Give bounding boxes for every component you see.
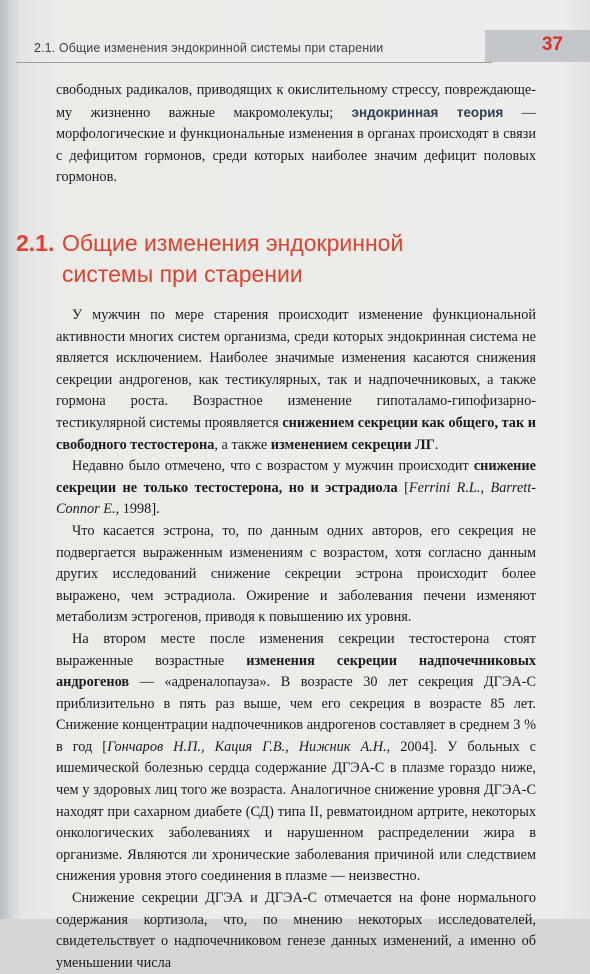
paragraph-5: Снижение секреции ДГЭА и ДГЭА-С отмечается на фоне нормального содержания кортизола, что, по мнению некоторых исследователей, свидетельствует о надпочечниковом генезе данных изменений, а именно об уменьшении числа	[56, 890, 536, 971]
text-run: — «адреналопауза». В возрасте 30 лет секреция ДГЭА-С приблизительно в пять раз выше, чем его секреция в возрасте 85 лет. Снижение концентрации надпочечников андрогенов составляет в среднем 3 % в год [	[56, 674, 536, 755]
page-number: 37	[541, 34, 563, 55]
bold-phrase: снижение секреции не только тестостерона, но и эстрадиола	[56, 458, 536, 496]
text-run: У мужчин по мере старения происходит изменение функциональной активности многих систем организма, среди которых эндокринная система не является исключением. Наиболее значимые изменения касаются снижения секреции андрогенов, как тестикулярных, так и надпочечниковых, а также гормона роста. Возрастное изменение гипоталамо-гипофизарно-тестикулярной системы проявляется	[56, 307, 536, 431]
text-run: — морфологические и функциональные изменения в органах происходят в связи с дефицитом гормонов, среди которых наиболее значим дефицит половых гормонов.	[56, 104, 537, 186]
paragraph-1	[56, 305, 536, 456]
bold-phrase: снижением секреции как общего, так и свободного тестостерона	[56, 414, 537, 453]
citation-authors: Ferrini R.L., Barrett-Connor E.	[56, 479, 537, 518]
text-run: , а также	[214, 436, 268, 453]
text-run: На втором месте после изменения секреции тестостерона стоят выраженные возрастные	[56, 630, 536, 669]
header-rule	[16, 38, 492, 63]
text-run: Недавно было отмечено, что с возрастом у мужчин происходит	[72, 458, 469, 475]
section-number: 2.1.	[16, 230, 55, 256]
running-title: 2.1. Общие изменения эндокринной системы при старении	[34, 41, 384, 55]
text-run: свободных радикалов, приводящих к окислительному стрессу, повреждающе-му жизненно важные макромолекулы;	[56, 82, 536, 121]
text-run: .	[434, 436, 439, 453]
section-title: Общие изменения эндокринной системы при старении	[62, 230, 404, 287]
paragraph-4	[56, 629, 536, 888]
keyword-endocrine-theory: эндокринная теория	[351, 104, 504, 120]
paragraph-3: Что касается эстрона, то, по данным одних авторов, его секреция не подвергается выраженным изменениям с возрастом, хотя согласно данным других исследований снижение секреции эстрона происходит более выражено, чем эстрадиола. Ожирение и заболевания печени изменяют метаболизм эстрогенов, приводя к повышению их уровня.	[56, 522, 536, 626]
paragraph-2	[56, 456, 536, 521]
body-text	[56, 305, 536, 974]
intro-paragraph-block	[56, 80, 536, 189]
text-run: [	[404, 479, 409, 496]
text-run: , 2004]. У больных с ишемической болезнью сердца содержание ДГЭА-С в плазме гораздо ниже, чем у здоровых лиц того же возраста. Аналогичное снижение уровня ДГЭА-С находят при сахарном диабете (СД) типа II, ревматоидном артрите, некоторых онкологических заболеваниях и нарушенном распределении жира в организме. Являются ли хронические заболевания причиной или следствием снижения уровня этого соединения в плазме — неизвестно.	[56, 738, 536, 885]
text-run: , 1998].	[115, 501, 160, 518]
citation-authors: Гончаров Н.П., Кация Г.В., Нижник А.Н.	[107, 738, 387, 755]
intro-paragraph	[56, 80, 536, 189]
page-number-box	[485, 30, 590, 62]
bold-phrase: изменением секреции ЛГ	[270, 436, 435, 453]
bold-phrase: изменения секреции надпочечниковых андрогенов	[56, 652, 537, 691]
